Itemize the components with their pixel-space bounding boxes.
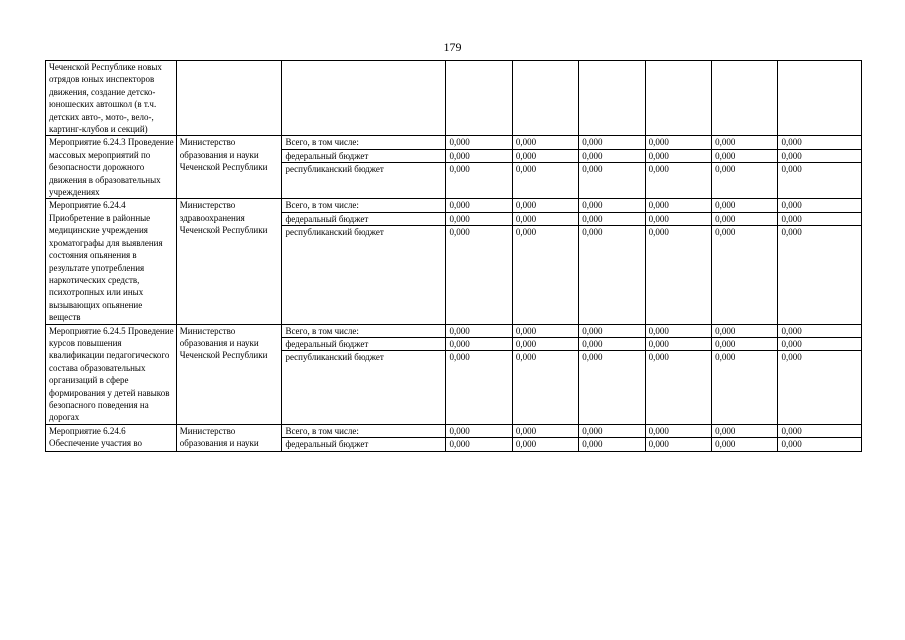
value-cell: 0,000 <box>446 424 512 437</box>
value-cell: 0,000 <box>579 337 645 350</box>
value-cell: 0,000 <box>778 438 862 451</box>
value-cell: 0,000 <box>778 226 862 324</box>
measure-description: Мероприятие 6.24.3 Проведение массовых мероприятий по безопасности дорожного движения в образовательных учреждениях <box>46 136 177 199</box>
value-cell <box>778 61 862 136</box>
value-cell: 0,000 <box>645 337 711 350</box>
value-cell: 0,000 <box>579 163 645 199</box>
budget-table <box>45 60 862 452</box>
funding-source: Всего, в том числе: <box>282 424 446 437</box>
funding-source: федеральный бюджет <box>282 212 446 225</box>
value-cell: 0,000 <box>512 212 578 225</box>
value-cell: 0,000 <box>512 324 578 337</box>
page-number: 179 <box>443 40 462 54</box>
value-cell: 0,000 <box>446 163 512 199</box>
value-cell: 0,000 <box>712 149 778 162</box>
continuation-row <box>46 61 862 136</box>
value-cell: 0,000 <box>645 226 711 324</box>
executor-cell <box>176 61 282 136</box>
value-cell: 0,000 <box>579 212 645 225</box>
value-cell: 0,000 <box>579 199 645 212</box>
value-cell: 0,000 <box>446 324 512 337</box>
funding-source: Всего, в том числе: <box>282 324 446 337</box>
value-cell: 0,000 <box>579 136 645 149</box>
value-cell: 0,000 <box>645 212 711 225</box>
value-cell <box>446 61 512 136</box>
value-cell: 0,000 <box>512 226 578 324</box>
value-cell: 0,000 <box>778 351 862 424</box>
value-cell: 0,000 <box>712 424 778 437</box>
value-cell: 0,000 <box>512 438 578 451</box>
funding-source: федеральный бюджет <box>282 438 446 451</box>
value-cell: 0,000 <box>446 337 512 350</box>
funding-source: федеральный бюджет <box>282 337 446 350</box>
executor-cell: Министерство образования и науки Чеченской Республики <box>176 136 282 199</box>
value-cell: 0,000 <box>645 136 711 149</box>
value-cell: 0,000 <box>645 149 711 162</box>
value-cell: 0,000 <box>712 324 778 337</box>
value-cell: 0,000 <box>446 438 512 451</box>
executor-cell: Министерство образования и науки Чеченской Республики <box>176 324 282 424</box>
value-cell: 0,000 <box>778 136 862 149</box>
measure-description: Чеченской Республике новых отрядов юных инспекторов движения, создание детско- юношеских автошкол (в т.ч. детских авто-, мото-, вело-, картинг-клубов и секций) <box>46 61 177 136</box>
value-cell: 0,000 <box>712 212 778 225</box>
value-cell: 0,000 <box>645 324 711 337</box>
value-cell: 0,000 <box>645 351 711 424</box>
value-cell: 0,000 <box>645 163 711 199</box>
table-row <box>46 136 862 149</box>
value-cell: 0,000 <box>712 351 778 424</box>
value-cell: 0,000 <box>778 324 862 337</box>
value-cell: 0,000 <box>579 226 645 324</box>
funding-source: республиканский бюджет <box>282 163 446 199</box>
value-cell: 0,000 <box>579 424 645 437</box>
funding-source: республиканский бюджет <box>282 226 446 324</box>
value-cell: 0,000 <box>446 149 512 162</box>
value-cell: 0,000 <box>778 212 862 225</box>
value-cell: 0,000 <box>579 324 645 337</box>
value-cell: 0,000 <box>446 351 512 424</box>
value-cell: 0,000 <box>778 163 862 199</box>
value-cell: 0,000 <box>446 199 512 212</box>
value-cell: 0,000 <box>712 226 778 324</box>
value-cell: 0,000 <box>512 424 578 437</box>
value-cell <box>512 61 578 136</box>
value-cell: 0,000 <box>512 199 578 212</box>
measure-description: Мероприятие 6.24.6 Обеспечение участия во <box>46 424 177 451</box>
value-cell: 0,000 <box>579 351 645 424</box>
value-cell: 0,000 <box>712 438 778 451</box>
value-cell: 0,000 <box>712 163 778 199</box>
executor-cell: Министерство здравоохранения Чеченской Республики <box>176 199 282 324</box>
value-cell: 0,000 <box>778 199 862 212</box>
funding-source: республиканский бюджет <box>282 351 446 424</box>
value-cell: 0,000 <box>446 136 512 149</box>
source-cell <box>282 61 446 136</box>
value-cell: 0,000 <box>645 424 711 437</box>
table-row <box>46 424 862 437</box>
value-cell: 0,000 <box>712 337 778 350</box>
value-cell: 0,000 <box>712 136 778 149</box>
value-cell: 0,000 <box>778 424 862 437</box>
value-cell: 0,000 <box>778 337 862 350</box>
funding-source: федеральный бюджет <box>282 149 446 162</box>
value-cell: 0,000 <box>579 149 645 162</box>
table-row <box>46 199 862 212</box>
value-cell: 0,000 <box>645 438 711 451</box>
measure-description: Мероприятие 6.24.4 Приобретение в районные медицинские учреждения хроматографы для выявления состояния опьянения в результате употребления наркотических средств, психотропных или иных вызывающих опьянение веществ <box>46 199 177 324</box>
value-cell: 0,000 <box>645 199 711 212</box>
value-cell: 0,000 <box>512 163 578 199</box>
value-cell: 0,000 <box>712 199 778 212</box>
value-cell: 0,000 <box>778 149 862 162</box>
measure-description: Мероприятие 6.24.5 Проведение курсов повышения квалификации педагогического состава образовательных организаций в сфере формирования у детей навыков безопасного поведения на дорогах <box>46 324 177 424</box>
funding-source: Всего, в том числе: <box>282 136 446 149</box>
value-cell: 0,000 <box>512 149 578 162</box>
table-body <box>46 61 862 452</box>
value-cell <box>579 61 645 136</box>
executor-cell: Министерство образования и науки <box>176 424 282 451</box>
value-cell: 0,000 <box>446 226 512 324</box>
value-cell <box>712 61 778 136</box>
value-cell: 0,000 <box>446 212 512 225</box>
value-cell: 0,000 <box>512 351 578 424</box>
funding-source: Всего, в том числе: <box>282 199 446 212</box>
value-cell <box>645 61 711 136</box>
value-cell: 0,000 <box>512 136 578 149</box>
value-cell: 0,000 <box>579 438 645 451</box>
table-row <box>46 324 862 337</box>
value-cell: 0,000 <box>512 337 578 350</box>
